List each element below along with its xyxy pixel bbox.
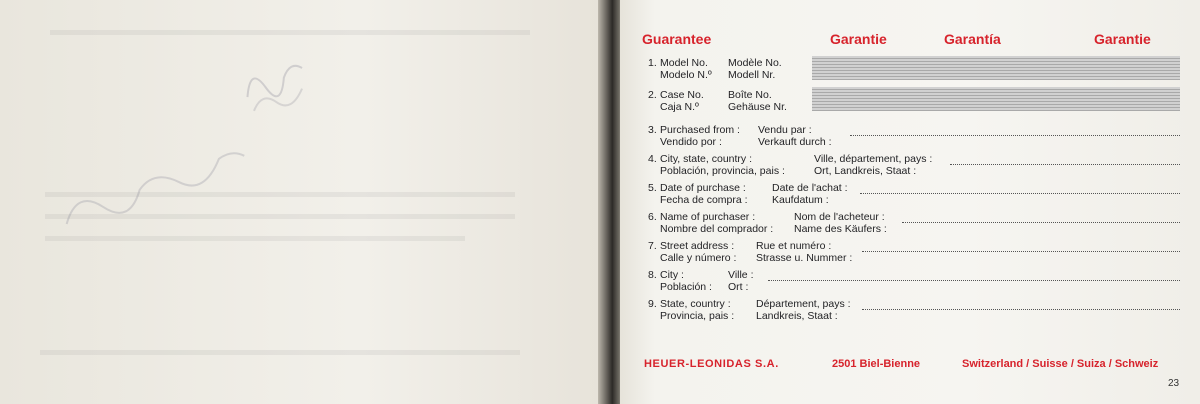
field-number: 5.	[648, 182, 657, 194]
field-label: Vendido por :	[660, 136, 722, 148]
show-through-line	[45, 192, 515, 197]
field-number: 6.	[648, 211, 657, 223]
header-german: Garantie	[1094, 31, 1151, 47]
field-label: Provincia, pais :	[660, 310, 735, 322]
header-spanish: Garantía	[944, 31, 1001, 47]
city-state-country-line[interactable]	[950, 164, 1180, 165]
field-label: Name des Käufers :	[794, 223, 887, 235]
model-no-input-box[interactable]	[812, 56, 1180, 80]
show-through-line	[45, 236, 465, 241]
field-number: 1.	[648, 57, 657, 69]
field-label: Département, pays :	[756, 298, 851, 310]
field-label: Date of purchase :	[660, 182, 746, 194]
company-country: Switzerland / Suisse / Suiza / Schweiz	[962, 358, 1159, 370]
field-number: 3.	[648, 124, 657, 136]
field-number: 7.	[648, 240, 657, 252]
field-label: Modèle No.	[728, 57, 782, 69]
field-label: Name of purchaser :	[660, 211, 756, 223]
field-label: Case No.	[660, 89, 704, 101]
field-label: Purchased from :	[660, 124, 740, 136]
purchased-from-line[interactable]	[850, 135, 1180, 136]
company-name: HEUER-LEONIDAS S.A.	[644, 358, 779, 370]
field-label: Ville :	[728, 269, 754, 281]
field-label: Rue et numéro :	[756, 240, 832, 252]
field-label: Población, provincia, pais :	[660, 165, 785, 177]
field-label: Caja N.º	[660, 101, 699, 113]
guarantee-headers	[620, 31, 1200, 51]
field-label: Gehäuse Nr.	[728, 101, 787, 113]
date-of-purchase-line[interactable]	[860, 193, 1180, 194]
street-address-line[interactable]	[862, 251, 1180, 252]
field-label: Vendu par :	[758, 124, 812, 136]
field-label: Modelo N.º	[660, 69, 712, 81]
page-number: 23	[1168, 378, 1180, 389]
field-label: Nombre del comprador :	[660, 223, 774, 235]
header-english: Guarantee	[642, 31, 712, 47]
field-label: Ort, Landkreis, Staat :	[814, 165, 917, 177]
field-number: 8.	[648, 269, 657, 281]
handwritten-date-mark	[51, 130, 259, 246]
field-label: Kaufdatum :	[772, 194, 829, 206]
field-label: Street address :	[660, 240, 735, 252]
field-label: Calle y número :	[660, 252, 737, 264]
handwritten-code-mark	[233, 43, 317, 125]
field-label: Model No.	[660, 57, 708, 69]
field-label: State, country :	[660, 298, 731, 310]
company-city: 2501 Biel-Bienne	[832, 358, 921, 370]
company-footer	[620, 358, 1200, 372]
state-country-line[interactable]	[862, 309, 1180, 310]
field-number: 2.	[648, 89, 657, 101]
field-label: Boîte No.	[728, 89, 772, 101]
field-label: Date de l'achat :	[772, 182, 848, 194]
show-through-line	[45, 214, 515, 219]
field-label: Ort :	[728, 281, 749, 293]
name-of-purchaser-line[interactable]	[902, 222, 1180, 223]
field-label: Ville, département, pays :	[814, 153, 933, 165]
field-label: Landkreis, Staat :	[756, 310, 838, 322]
field-label: Población :	[660, 281, 712, 293]
show-through-line	[50, 30, 530, 35]
case-no-input-box[interactable]	[812, 87, 1180, 111]
field-number: 4.	[648, 153, 657, 165]
field-number: 9.	[648, 298, 657, 310]
field-label: City :	[660, 269, 684, 281]
field-label: City, state, country :	[660, 153, 753, 165]
field-label: Nom de l'acheteur :	[794, 211, 885, 223]
show-through-line	[40, 350, 520, 355]
field-label: Modell Nr.	[728, 69, 776, 81]
field-label: Verkauft durch :	[758, 136, 832, 148]
right-page	[620, 0, 1200, 404]
field-label: Strasse u. Nummer :	[756, 252, 853, 264]
city-line[interactable]	[768, 280, 1180, 281]
field-label: Fecha de compra :	[660, 194, 748, 206]
header-french: Garantie	[830, 31, 887, 47]
